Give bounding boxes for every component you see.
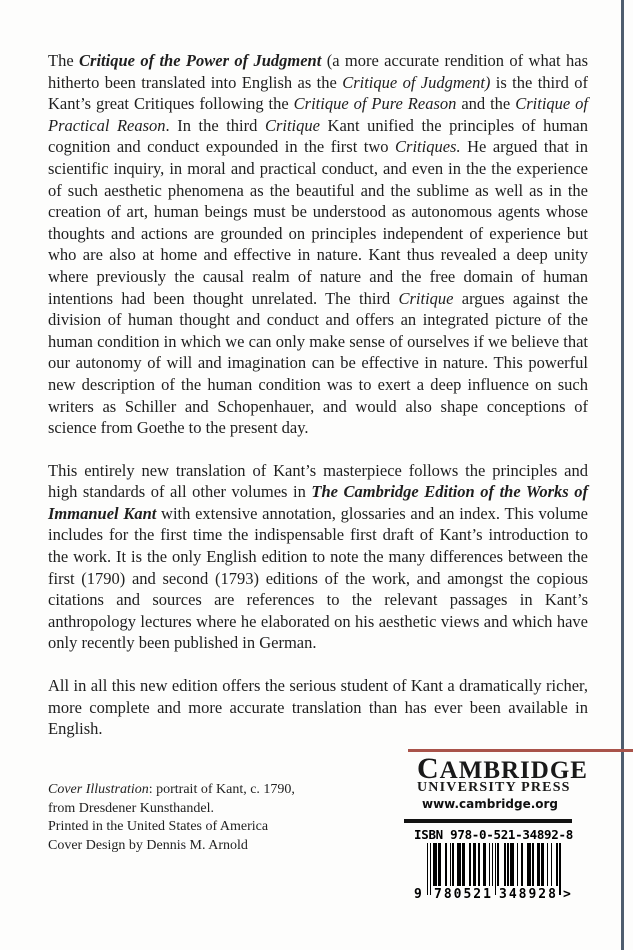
credit-line-source [48,800,378,819]
text-segment: He argued that in scientific inquiry, in moral and practical conduct, and even in the the experience of such aesthetic phenomena as the beautiful and the sublime as well as in the creation of art, human beings must be understood as autonomous agents whose thoughts and actions are grounded on principles independent of experience but who are also at home and effective in nature. Kant thus revealed a deep unity where previously the causal realm of nature and the free domain of human intentions had been thought unrelated. The third [48,137,588,308]
credits-block [48,781,378,855]
text-segment: The [48,51,80,70]
credit-line-printed [48,818,378,837]
text-segment: Critique of Pure Reason [293,94,457,114]
text-segment: Cover Illustration [48,782,149,797]
publisher-name: CAMBRIDGE [417,752,588,785]
barcode-module [559,843,560,895]
text-segment: Printed in the United States of America [48,819,269,835]
text-segment: The Cambridge Edition of the Works of Immanuel Kant [48,482,588,523]
blurb-paragraph-1 [48,50,588,439]
text-segment: Kant unified the principles of human cognition and conduct expounded in the first two [48,115,588,157]
text-segment: argues against the division of human thought and conduct and offers an integrated picture of the human condition in which we can only make sense of ourselves if we believe that our autonomy of will and imagination can be effective in nature. This powerful new description of the human condition was to exert a deep influence on such writers as Schiller and Schopenhauer, and would also shape conceptions of science from Goethe to the present day. [48,288,588,438]
blurb-text-block [48,50,588,761]
text-segment: Critique of Judgment) [342,72,491,92]
text-segment: This entirely new translation of Kant’s masterpiece follows the principles and high standards of all other volumes in [48,460,588,502]
text-segment: Cover Design by Dennis M. Arnold [48,837,248,853]
blurb-paragraph-3 [48,675,588,740]
text-segment: Critique of the Power of Judgment [79,51,322,70]
publisher-block [404,747,633,950]
text-segment: . In the third [165,115,265,135]
blurb-paragraph-2 [48,460,588,654]
ean13-barcode [414,843,571,905]
publisher-press-label: UNIVERSITY PRESS [417,780,571,795]
text-segment: Critique [398,288,454,308]
text-segment: (a more accurate rendition of what has hitherto been translated into English as the [48,51,588,92]
publisher-website: www.cambridge.org [422,797,559,811]
barcode-digit-group-2: 348928 [499,887,558,902]
text-segment: Critique [264,115,320,135]
barcode-trailing-char: > [563,887,571,902]
text-segment: All in all this new edition offers the serious student of Kant a dramatically richer, more complete and more accurate translation than has ever been available in English. [48,676,588,739]
text-segment: : portrait of Kant, c. 1790, [148,782,295,797]
text-segment: and the [456,94,516,114]
credit-line-design [48,837,378,856]
text-segment: Critique of Practical Reason [48,94,589,135]
text-segment: from Dresdener Kunsthandel. [48,800,215,816]
isbn-number-label: ISBN 978-0-521-34892-8 [414,827,573,842]
isbn-divider-rule [404,819,572,823]
text-segment: with extensive annotation, glossaries and an index. This volume includes for the first time the indispensable first draft of Kant’s introduction to the work. It is the only English edition to note the many differences between the first (1790) and second (1793) editions of the work, and amongst the copious citations and sources are references to the relevant passages in Kant’s anthropology lectures where he elaborated on his aesthetic views and which have only recently been published in German. [48,503,588,653]
publisher-red-rule [408,749,633,752]
text-segment: is the third of Kant’s great Critiques following the [48,72,588,114]
barcode-lead-digit: 9 [414,887,422,902]
credit-line-cover-illustration [48,781,378,800]
barcode-digit-group-1: 780521 [434,887,493,902]
text-segment: Critiques. [395,137,461,157]
